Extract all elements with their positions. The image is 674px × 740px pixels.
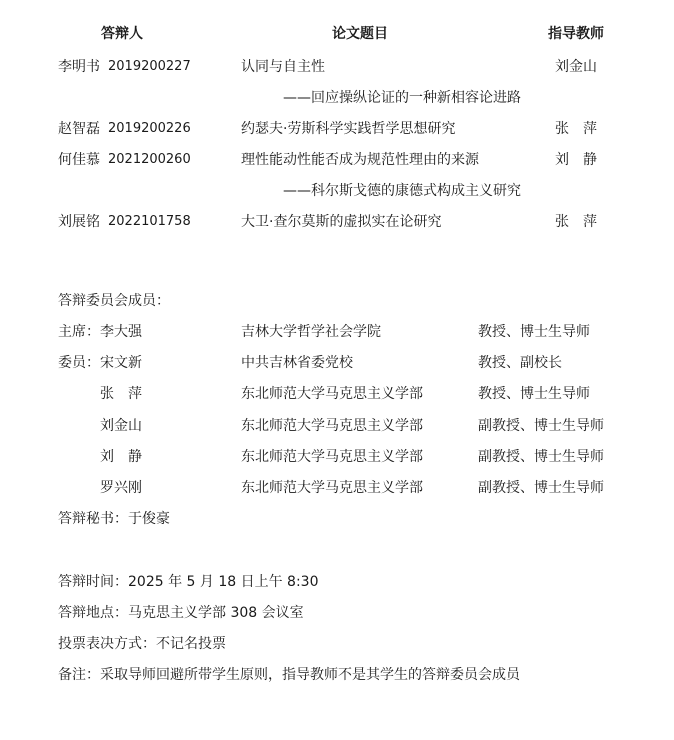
member-org: 吉林大学哲学社会学院 — [241, 324, 381, 340]
advisor-name: 刘 静 — [555, 152, 597, 168]
member-position: 教授、博士生导师 — [478, 324, 590, 340]
member-name: 李大强 — [100, 324, 142, 340]
advisor-name: 张 萍 — [555, 121, 597, 137]
student-name: 赵智磊 — [58, 121, 100, 137]
member-role: 主席： — [58, 324, 100, 340]
member-role: 委员： — [58, 355, 100, 371]
student-name: 何佳慕 — [58, 152, 100, 168]
committee-heading: 答辩委员会成员： — [58, 293, 170, 309]
member-position: 副教授、博士生导师 — [478, 449, 604, 465]
member-position: 教授、副校长 — [478, 355, 562, 371]
thesis-title: 理性能动性能否成为规范性理由的来源 — [241, 152, 479, 168]
member-position: 副教授、博士生导师 — [478, 418, 604, 434]
thesis-title: 约瑟夫·劳斯科学实践哲学思想研究 — [241, 121, 456, 137]
header-advisor: 指导教师 — [548, 26, 604, 42]
member-name: 刘 静 — [100, 449, 142, 465]
header-student: 答辩人 — [101, 26, 143, 42]
student-id: 2022101758 — [108, 214, 191, 229]
member-name: 张 萍 — [100, 386, 142, 402]
student-id: 2019200227 — [108, 59, 191, 74]
member-org: 东北师范大学马克思主义学部 — [241, 480, 423, 496]
remarks: 备注：采取导师回避所带学生原则，指导教师不是其学生的答辩委员会成员 — [58, 667, 520, 683]
member-name: 宋文新 — [100, 355, 142, 371]
member-org: 东北师范大学马克思主义学部 — [241, 449, 423, 465]
member-org: 东北师范大学马克思主义学部 — [241, 386, 423, 402]
voting-method: 投票表决方式：不记名投票 — [58, 636, 226, 652]
thesis-subtitle: ——回应操纵论证的一种新相容论进路 — [283, 90, 521, 106]
student-id: 2019200226 — [108, 121, 191, 136]
thesis-subtitle: ——科尔斯戈德的康德式构成主义研究 — [283, 183, 521, 199]
thesis-title: 认同与自主性 — [241, 59, 325, 75]
defense-place: 答辩地点：马克思主义学部 308 会议室 — [58, 605, 304, 621]
student-id: 2021200260 — [108, 152, 191, 167]
advisor-name: 张 萍 — [555, 214, 597, 230]
member-position: 副教授、博士生导师 — [478, 480, 604, 496]
committee-secretary: 答辩秘书：于俊豪 — [58, 511, 170, 527]
advisor-name: 刘金山 — [555, 59, 597, 75]
member-org: 东北师范大学马克思主义学部 — [241, 418, 423, 434]
thesis-title: 大卫·查尔莫斯的虚拟实在论研究 — [241, 214, 442, 230]
defense-time: 答辩时间：2025 年 5 月 18 日上午 8:30 — [58, 574, 319, 590]
member-org: 中共吉林省委党校 — [241, 355, 353, 371]
student-name: 李明书 — [58, 59, 100, 75]
header-title: 论文题目 — [332, 26, 388, 42]
student-name: 刘展铭 — [58, 214, 100, 230]
member-position: 教授、博士生导师 — [478, 386, 590, 402]
member-name: 罗兴刚 — [100, 480, 142, 496]
member-name: 刘金山 — [100, 418, 142, 434]
